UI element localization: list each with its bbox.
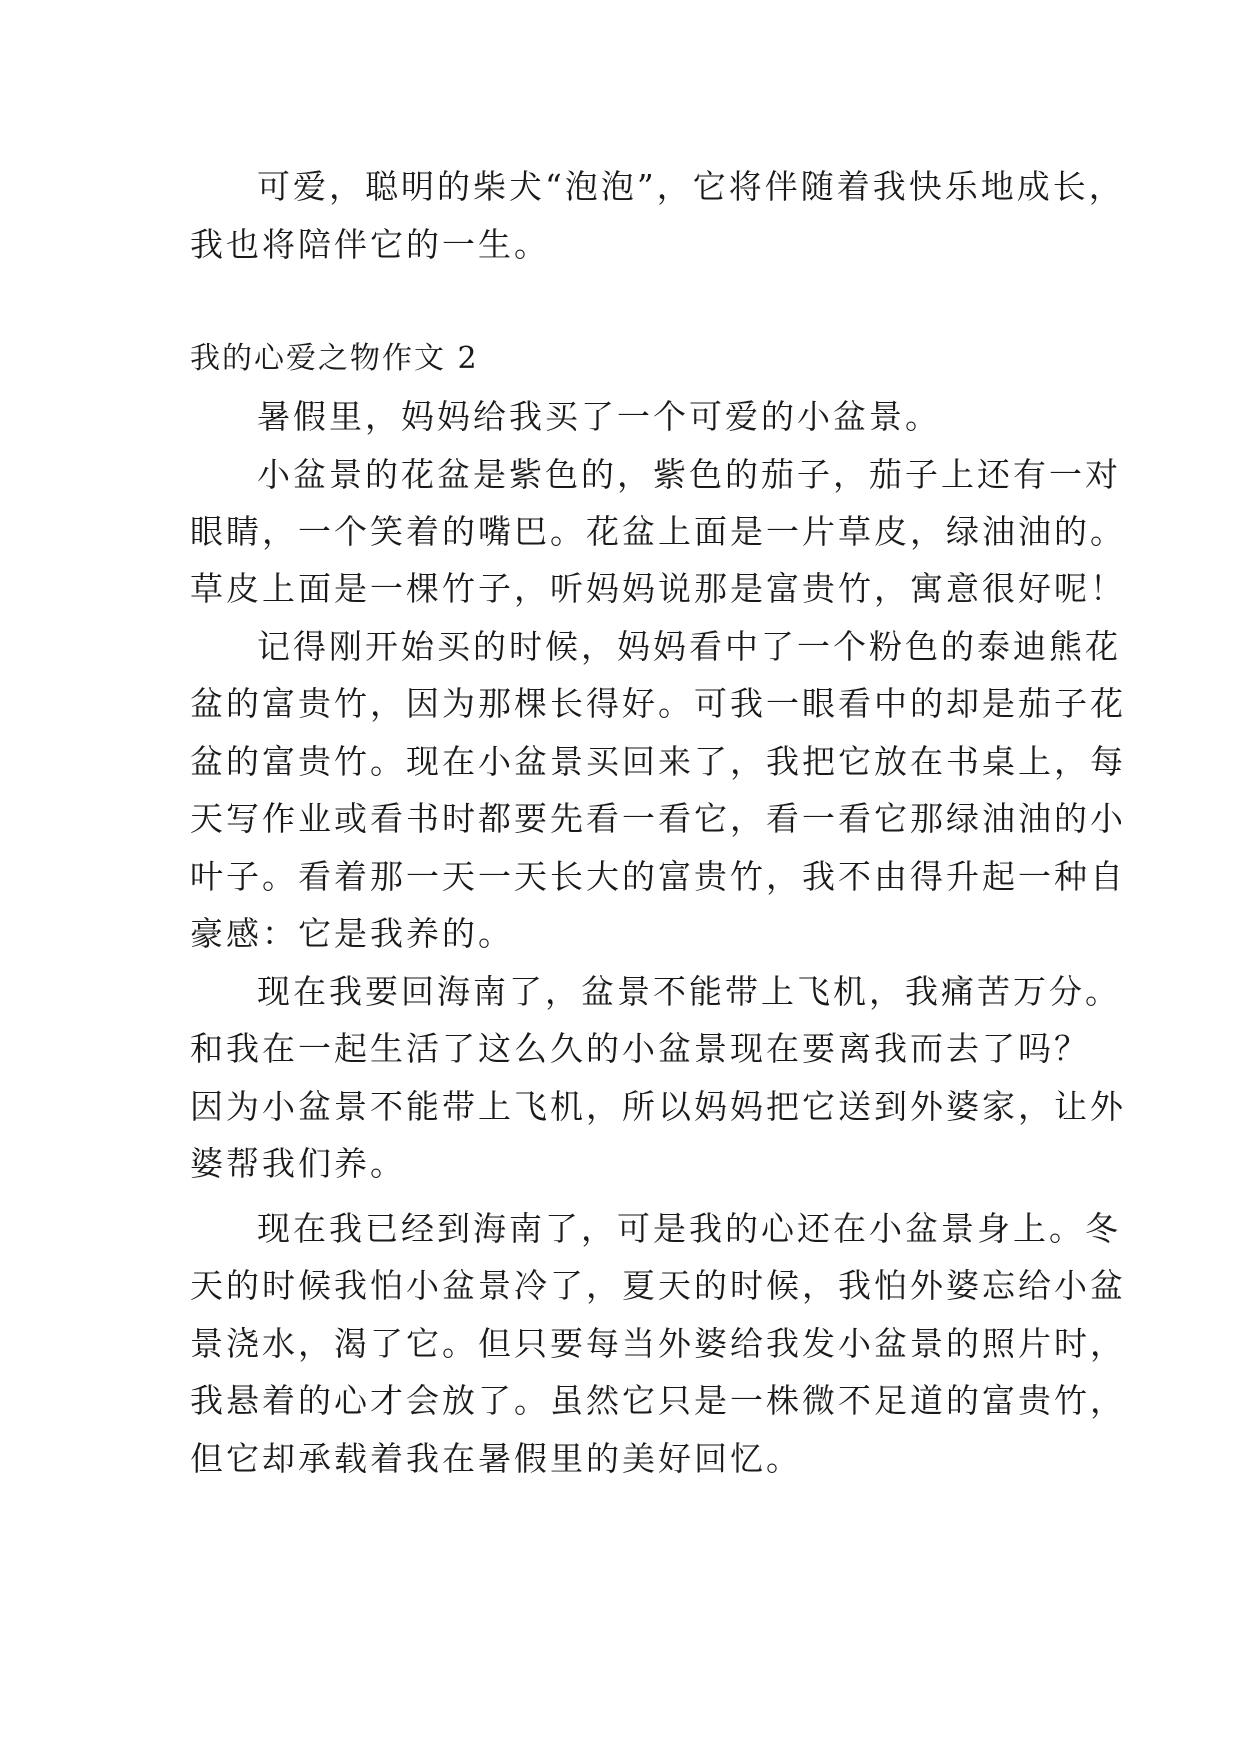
text-line: 叶子。看着那一天一天长大的富贵竹，我不由得升起一种自 [190, 857, 1126, 896]
text-line: 可爱，聪明的柴犬“泡泡”，它将伴随着我快乐地成长， [257, 167, 1125, 206]
text-line: 盆的富贵竹，因为那棵长得好。可我一眼看中的却是茄子花 [190, 684, 1126, 723]
text-line: 现在我要回海南了，盆景不能带上飞机，我痛苦万分。 [257, 972, 1121, 1011]
text-line: 天写作业或看书时都要先看一看它，看一看它那绿油油的小 [190, 799, 1126, 838]
text-line: 但它却承载着我在暑假里的美好回忆。 [190, 1439, 802, 1478]
text-line: 记得刚开始买的时候，妈妈看中了一个粉色的泰迪熊花 [257, 627, 1121, 666]
text-line: 现在我已经到海南了，可是我的心还在小盆景身上。冬 [257, 1209, 1121, 1248]
text-line: 豪感：它是我养的。 [190, 914, 514, 953]
text-line: 暑假里，妈妈给我买了一个可爱的小盆景。 [257, 397, 941, 436]
section-heading: 我的心爱之物作文 2 [190, 341, 479, 376]
text-line: 和我在一起生活了这么久的小盆景现在要离我而去了吗？ [190, 1029, 1090, 1068]
text-line: 小盆景的花盆是紫色的，紫色的茄子，茄子上还有一对 [257, 455, 1121, 494]
text-line: 盆的富贵竹。现在小盆景买回来了，我把它放在书桌上，每 [190, 742, 1126, 781]
text-line: 眼睛，一个笑着的嘴巴。花盆上面是一片草皮，绿油油的。 [190, 512, 1126, 551]
text-line: 景浇水，渴了它。但只要每当外婆给我发小盆景的照片时， [190, 1324, 1126, 1363]
text-line: 婆帮我们养。 [190, 1144, 406, 1183]
text-line: 因为小盆景不能带上飞机，所以妈妈把它送到外婆家，让外 [190, 1087, 1126, 1126]
text-line: 草皮上面是一棵竹子，听妈妈说那是富贵竹，寓意很好呢！ [190, 569, 1126, 608]
text-line: 我悬着的心才会放了。虽然它只是一株微不足道的富贵竹， [190, 1381, 1126, 1420]
text-line: 天的时候我怕小盆景冷了，夏天的时候，我怕外婆忘给小盆 [190, 1266, 1126, 1305]
text-line: 我也将陪伴它的一生。 [190, 225, 550, 264]
